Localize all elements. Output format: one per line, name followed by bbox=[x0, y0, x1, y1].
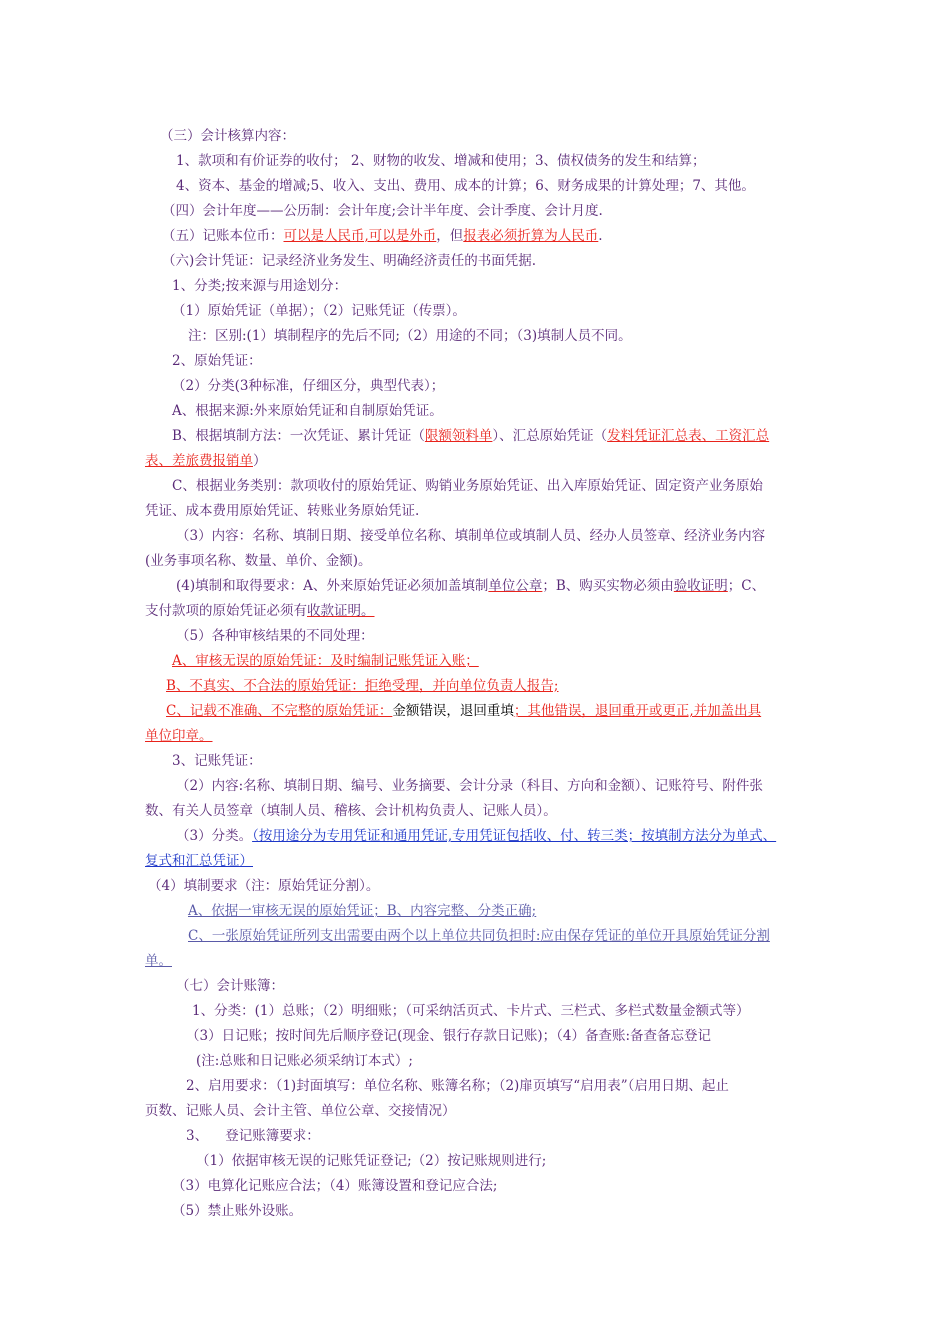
text-line bbox=[172, 651, 479, 671]
underlined-text: 验收证明 bbox=[673, 578, 728, 594]
text-line: 表、差旅费报销单） bbox=[145, 453, 267, 469]
text-line: （1）依据审核无误的记账凭证登记;（2）按记账规则进行; bbox=[196, 1153, 547, 1169]
highlight-text: 发料凭证汇总表、工资汇总 bbox=[607, 428, 770, 444]
text-line: 1、款项和有价证券的收付； 2、财物的收发、增减和使用；3、债权债务的发生和结算； bbox=[176, 153, 706, 169]
text-line: 3、 登记账簿要求： bbox=[186, 1128, 320, 1144]
text-line bbox=[166, 676, 558, 696]
section-3-heading: （三）会计核算内容： bbox=[160, 128, 295, 144]
note-line: 注：区别:(1）填制程序的先后不同;（2）用途的不同；（3)填制人员不同。 bbox=[188, 328, 632, 344]
highlight-text: 表、差旅费报销单 bbox=[145, 453, 253, 469]
highlight-text: ；其他错误，退回重开或更正,并加盖出具 bbox=[513, 703, 762, 719]
text-line: 支付款项的原始凭证必须有收款证明。 bbox=[145, 603, 375, 619]
note-line: (注:总账和日记账必须采纳订本式）; bbox=[196, 1053, 413, 1069]
highlight-text: B、不真实、不合法的原始凭证：拒绝受理，并向单位负责人报告; bbox=[166, 678, 559, 694]
text-line: (业务事项名称、数量、单价、金额)。 bbox=[145, 553, 372, 569]
underlined-text: 单位公章 bbox=[488, 578, 543, 594]
highlight-text: 可以是人民币,可以是外币 bbox=[283, 228, 437, 244]
text-line bbox=[188, 901, 536, 921]
text-line bbox=[145, 951, 172, 971]
text-line: 2、启用要求：（1)封面填写：单位名称、账簿名称；（2)扉页填写“启用表”（启用日期、起止 bbox=[186, 1078, 729, 1094]
text-line: （1）原始凭证（单据）；（2）记账凭证（传票）。 bbox=[172, 303, 466, 319]
text-line: 2、原始凭证： bbox=[172, 353, 262, 369]
text-line: （2）内容:名称、填制日期、编号、业务摘要、会计分录（科目、方向和金额）、记账符号、附件张 bbox=[176, 778, 763, 794]
text-line: （2）分类(3种标准，仔细区分，典型代表）； bbox=[172, 378, 445, 394]
text-line bbox=[145, 851, 253, 871]
section-7-heading: （七）会计账簿： bbox=[176, 978, 284, 994]
text-line: （5）禁止账外设账。 bbox=[172, 1203, 303, 1219]
text-line: 页数、记账人员、会计主管、单位公章、交接情况） bbox=[145, 1103, 456, 1119]
text-line: B、根据填制方法：一次凭证、累计凭证（限额领料单）、汇总原始凭证（发料凭证汇总表、工资汇总 bbox=[172, 428, 770, 444]
text-line: 4、资本、基金的增减;5、收入、支出、费用、成本的计算；6、财务成果的计算处理；7、其他。 bbox=[176, 178, 755, 194]
text-line: （3）分类。（按用途分为专用凭证和通用凭证,专用凭证包括收、付、转三类；按填制方法分为单式、 bbox=[176, 828, 777, 844]
underlined-text: A、依据一审核无误的原始凭证；B、内容完整、分类正确; bbox=[188, 903, 537, 919]
blue-underlined-text: 复式和汇总凭证） bbox=[145, 853, 253, 869]
highlight-text: C、记载不准确、不完整的原始凭证： bbox=[166, 703, 393, 719]
text-line: 凭证、成本费用原始凭证、转账业务原始凭证. bbox=[145, 503, 420, 519]
text-line: C、记载不准确、不完整的原始凭证：金额错误，退回重填；其他错误，退回重开或更正,并加盖出具 bbox=[166, 703, 762, 719]
text-line: (4)填制和取得要求：A、外来原始凭证必须加盖填制单位公章；B、购买实物必须由验收证明；C、 bbox=[176, 578, 766, 594]
highlight-text: 报表必须折算为人民币 bbox=[463, 228, 599, 244]
underlined-text: 收款证明。 bbox=[307, 603, 375, 619]
section-6-heading: （六)会计凭证：记录经济业务发生、明确经济责任的书面凭据. bbox=[162, 253, 537, 269]
text-line bbox=[145, 726, 213, 746]
text-line: （3）电算化记账应合法；（4）账簿设置和登记应合法; bbox=[172, 1178, 498, 1194]
highlight-text: 单位印章。 bbox=[145, 728, 213, 744]
text-line: 数、有关人员签章（填制人员、稽核、会计机构负责人、记账人员）。 bbox=[145, 803, 557, 819]
text-line: （4）填制要求（注：原始凭证分割）。 bbox=[148, 878, 380, 894]
blue-underlined-text: （按用途分为专用凭证和通用凭证,专用凭证包括收、付、转三类；按填制方法分为单式、 bbox=[252, 828, 777, 844]
text-line: 3、记账凭证： bbox=[172, 753, 262, 769]
text-line: C、根据业务类别：款项收付的原始凭证、购销业务原始凭证、出入库原始凭证、固定资产业务原始 bbox=[172, 478, 763, 494]
text-line: （3）日记账；按时间先后顺序登记(现金、银行存款日记账)；（4）备查账:备查备忘登记 bbox=[186, 1028, 712, 1044]
section-5-heading: （五）记账本位币：可以是人民币,可以是外币，但报表必须折算为人民币. bbox=[162, 228, 603, 244]
underlined-text: C、一张原始凭证所列支出需要由两个以上单位共同负担时:应由保存凭证的单位开具原始凭证分割 bbox=[188, 928, 770, 944]
highlight-text: A、审核无误的原始凭证：及时编制记账凭证入账； bbox=[172, 653, 479, 669]
highlight-text: 限额领料单 bbox=[424, 428, 493, 444]
section-4-heading: （四）会计年度——公历制：会计年度;会计半年度、会计季度、会计月度. bbox=[162, 203, 603, 219]
text-line: （5）各种审核结果的不同处理： bbox=[176, 628, 374, 644]
text-line: A、根据来源:外来原始凭证和自制原始凭证。 bbox=[172, 403, 443, 419]
underlined-text: 单。 bbox=[145, 953, 172, 969]
text-line bbox=[188, 926, 770, 946]
text-line: 1、分类;按来源与用途划分： bbox=[172, 278, 348, 294]
text-line: 1、分类：(1）总账；（2）明细账；（可采纳活页式、卡片式、三栏式、多栏式数量金额式等） bbox=[192, 1003, 750, 1019]
text-line: （3）内容：名称、填制日期、接受单位名称、填制单位或填制人员、经办人员签章、经济业务内容 bbox=[176, 528, 766, 544]
